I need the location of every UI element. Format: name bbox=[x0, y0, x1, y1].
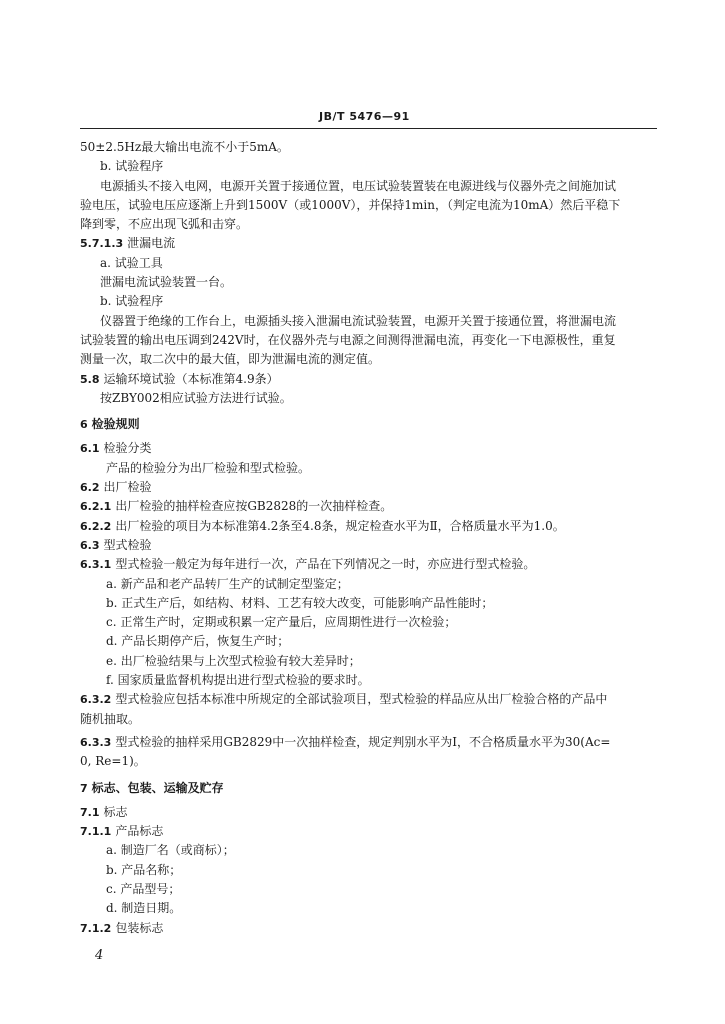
text-line bbox=[80, 594, 660, 613]
text-line bbox=[80, 215, 660, 234]
section-heading bbox=[80, 478, 660, 497]
text-line bbox=[80, 254, 660, 273]
line-text: 电源插头不接入电网，电源开关置于接通位置，电压试验装置装在电源进线与仪器外壳之间施加试 bbox=[100, 178, 617, 193]
section-number: 6.3.1 bbox=[80, 558, 112, 572]
section-number: 6.2.2 bbox=[80, 519, 112, 533]
section-heading bbox=[80, 536, 660, 555]
section-number: 6.2.1 bbox=[80, 500, 112, 514]
section-number: 6.2 bbox=[80, 481, 100, 495]
line-text: a. 制造厂名（或商标）； bbox=[106, 843, 235, 858]
section-number: 6.3.3 bbox=[80, 735, 112, 749]
text-line bbox=[80, 841, 660, 860]
line-text: 验电压，试验电压应逐渐上升到1500V（或1000V），并保持1min，（判定电流为10mA）然后平稳下 bbox=[80, 197, 621, 212]
section-number: 6.3 bbox=[80, 538, 100, 552]
document-body bbox=[80, 138, 660, 938]
line-text: b. 正式生产后，如结构、材料、工艺有较大改变，可能影响产品性能时； bbox=[106, 595, 494, 610]
text-line bbox=[80, 177, 660, 196]
section-heading bbox=[80, 803, 660, 822]
line-text: 运输环境试验（本标准第4.9条） bbox=[103, 371, 279, 386]
line-text: 产品的检验分为出厂检验和型式检验。 bbox=[106, 460, 311, 475]
line-text: a. 试验工具 bbox=[100, 255, 163, 270]
line-text: b. 试验程序 bbox=[100, 159, 164, 174]
line-text: b. 试验程序 bbox=[100, 294, 164, 309]
text-line bbox=[80, 880, 660, 899]
text-line bbox=[80, 671, 660, 690]
line-text: a. 新产品和老产品转厂生产的试制定型鉴定； bbox=[106, 576, 349, 591]
section-heading bbox=[80, 690, 660, 709]
line-text: c. 产品型号； bbox=[106, 881, 181, 896]
document-code: JB/T 5476—91 bbox=[319, 110, 410, 123]
text-line bbox=[80, 157, 660, 176]
section-heading bbox=[80, 439, 660, 458]
section-number: 5.7.1.3 bbox=[80, 237, 124, 251]
text-line bbox=[80, 613, 660, 632]
line-text: 仪器置于绝缘的工作台上，电源插头接入泄漏电流试验装置，电源开关置于接通位置，将泄漏电流 bbox=[100, 313, 617, 328]
line-text: 50±2.5Hz最大输出电流不小于5mA。 bbox=[80, 140, 289, 154]
line-text: 检验分类 bbox=[103, 441, 152, 456]
line-text: 降到零，不应出现飞弧和击穿。 bbox=[80, 217, 249, 232]
section-heading bbox=[80, 497, 660, 516]
text-line bbox=[80, 752, 660, 771]
text-line bbox=[80, 331, 660, 350]
section-heading bbox=[80, 919, 660, 938]
line-text: 型式检验一般定为每年进行一次，产品在下列情况之一时，亦应进行型式检验。 bbox=[115, 557, 536, 572]
line-text: 型式检验的抽样采用GB2829中一次抽样检查，规定判别水平为Ⅰ，不合格质量水平为30(Ac= bbox=[115, 734, 611, 749]
section-heading bbox=[80, 555, 660, 574]
section-heading bbox=[80, 822, 660, 841]
line-text: 0, Re=1)。 bbox=[80, 754, 146, 769]
line-text: 包装标志 bbox=[115, 920, 164, 935]
line-text: f. 国家质量监督机构提出进行型式检验的要求时。 bbox=[106, 673, 370, 688]
line-text: 泄漏电流 bbox=[127, 236, 176, 251]
section-number: 7.1.2 bbox=[80, 921, 112, 935]
line-text: 按ZBY002相应试验方法进行试验。 bbox=[100, 390, 292, 405]
text-line bbox=[80, 575, 660, 594]
line-text: 泄漏电流试验装置一台。 bbox=[100, 275, 233, 290]
text-line bbox=[80, 710, 660, 729]
section-number: 5.8 bbox=[80, 372, 100, 386]
section-number: 6 bbox=[80, 418, 88, 432]
line-text: e. 出厂检验结果与上次型式检验有较大差异时； bbox=[106, 653, 361, 668]
line-text: 出厂检验的抽样检查应按GB2828的一次抽样检查。 bbox=[115, 499, 393, 514]
section-number: 6.1 bbox=[80, 442, 100, 456]
text-line bbox=[80, 350, 660, 369]
section-heading bbox=[80, 370, 660, 389]
line-text: c. 正常生产时，定期或积累一定产量后，应周期性进行一次检验； bbox=[106, 615, 457, 630]
section-heading bbox=[80, 733, 660, 752]
text-line bbox=[80, 389, 660, 408]
line-text: d. 产品长期停产后，恢复生产时； bbox=[106, 634, 290, 649]
line-text: 型式检验 bbox=[103, 537, 152, 552]
line-text: 试验装置的输出电压调到242V时，在仪器外壳与电源之间测得泄漏电流，再变化一下电源极性，重复 bbox=[80, 332, 616, 347]
section-number: 6.3.2 bbox=[80, 693, 112, 707]
line-text: 出厂检验的项目为本标准第4.2条至4.8条，规定检查水平为Ⅱ，合格质量水平为1.0。 bbox=[115, 518, 565, 533]
line-text: 标志、包装、运输及贮存 bbox=[91, 780, 224, 795]
text-line bbox=[80, 632, 660, 651]
line-text: 测量一次，取二次中的最大值，即为泄漏电流的测定值。 bbox=[80, 352, 381, 367]
line-text: 标志 bbox=[103, 804, 128, 819]
text-line bbox=[80, 292, 660, 311]
line-text: 检验规则 bbox=[91, 417, 140, 432]
text-line bbox=[80, 273, 660, 292]
text-line bbox=[80, 196, 660, 215]
line-text: 产品标志 bbox=[115, 824, 164, 839]
section-number: 7.1.1 bbox=[80, 825, 112, 839]
text-line bbox=[80, 861, 660, 880]
section-heading bbox=[80, 415, 660, 434]
section-number: 7 bbox=[80, 781, 88, 795]
line-text: 随机抽取。 bbox=[80, 711, 141, 726]
page-number: 4 bbox=[95, 948, 104, 963]
text-line bbox=[80, 459, 660, 478]
line-text: d. 制造日期。 bbox=[106, 901, 182, 916]
text-line bbox=[80, 138, 660, 157]
text-line bbox=[80, 312, 660, 331]
line-text: b. 产品名称； bbox=[106, 862, 182, 877]
section-heading bbox=[80, 517, 660, 536]
section-heading bbox=[80, 234, 660, 253]
line-text: 型式检验应包括本标准中所规定的全部试验项目，型式检验的样品应从出厂检验合格的产品中 bbox=[115, 692, 608, 707]
section-heading bbox=[80, 779, 660, 798]
text-line bbox=[80, 652, 660, 671]
header-rule bbox=[80, 128, 657, 129]
line-text: 出厂检验 bbox=[103, 480, 152, 495]
text-line bbox=[80, 899, 660, 918]
section-number: 7.1 bbox=[80, 805, 100, 819]
